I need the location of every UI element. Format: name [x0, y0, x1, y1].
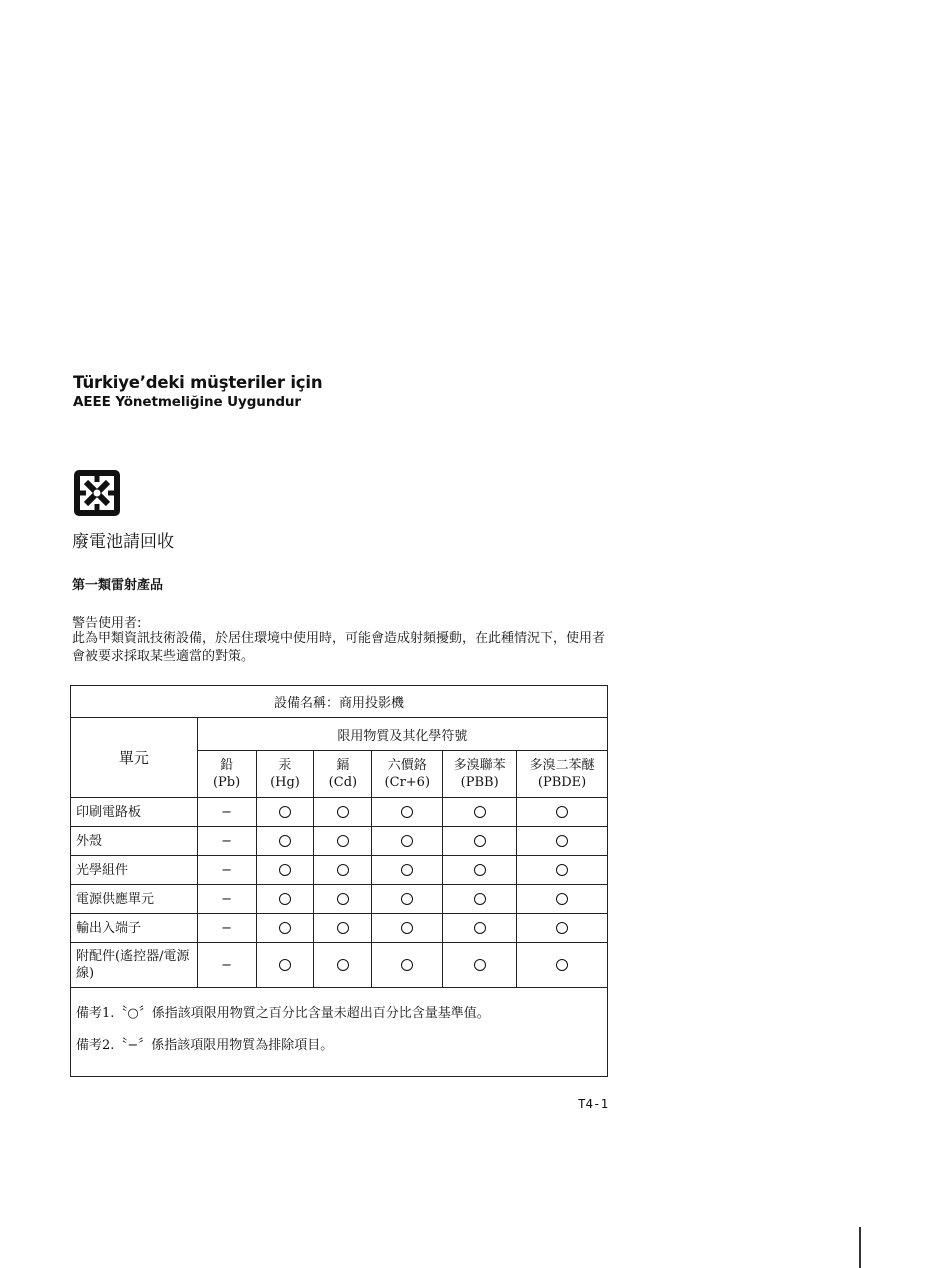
dash-mark: −	[221, 957, 233, 973]
substance-mark	[517, 885, 608, 914]
circle-mark-icon	[474, 959, 486, 971]
substance-mark	[197, 798, 256, 827]
part-name: 外殼	[71, 827, 198, 856]
laser-class-text: 第一類雷射產品	[72, 578, 164, 593]
circle-mark-icon	[279, 922, 291, 934]
substance-mark	[197, 914, 256, 943]
warning-body: 此為甲類資訊技術設備，於居住環境中使用時，可能會造成射頻擾動，在此種情況下，使用者會被要求採取某些適當的對策。	[72, 631, 606, 664]
circle-mark-icon	[474, 806, 486, 818]
note-1: 備考1.〝○〞係指該項限用物質之百分比含量未超出百分比含量基準值。	[76, 1006, 490, 1021]
substance-mark	[372, 914, 443, 943]
circle-mark-icon	[279, 835, 291, 847]
substance-mark	[372, 856, 443, 885]
table-row	[71, 798, 608, 827]
substance-header: 鉛 (Pb)	[197, 751, 256, 798]
circle-mark-icon	[401, 893, 413, 905]
substance-header: 多溴聯苯 (PBB)	[443, 751, 517, 798]
page-code: T4-1	[578, 1096, 609, 1111]
circle-mark-icon	[556, 893, 568, 905]
circle-mark-icon	[337, 922, 349, 934]
substance-header: 鎘 (Cd)	[314, 751, 372, 798]
table-row	[71, 856, 608, 885]
substance-header: 多溴二苯醚 (PBDE)	[517, 751, 608, 798]
substance-mark	[372, 885, 443, 914]
circle-mark-icon	[556, 835, 568, 847]
note-2: 備考2.〝−〞係指該項限用物質為排除項目。	[76, 1038, 334, 1053]
substance-mark	[517, 914, 608, 943]
substance-mark	[314, 798, 372, 827]
substance-mark	[372, 827, 443, 856]
substance-mark	[443, 856, 517, 885]
equipment-name: 設備名稱：商用投影機	[71, 686, 608, 718]
substance-mark	[197, 943, 256, 988]
substance-mark	[517, 943, 608, 988]
substance-mark	[443, 827, 517, 856]
substance-mark	[314, 943, 372, 988]
circle-mark-icon	[279, 864, 291, 876]
substance-mark	[256, 914, 314, 943]
substance-header: 汞 (Hg)	[256, 751, 314, 798]
substance-mark	[197, 827, 256, 856]
substance-mark	[443, 914, 517, 943]
substance-mark	[314, 914, 372, 943]
substance-mark	[314, 856, 372, 885]
substance-mark	[256, 943, 314, 988]
turkish-title: Türkiye’deki müşteriler için	[73, 373, 323, 392]
circle-mark-icon	[474, 893, 486, 905]
substance-mark	[372, 798, 443, 827]
circle-mark-icon	[556, 864, 568, 876]
substance-mark	[256, 798, 314, 827]
table-notes	[71, 988, 608, 1077]
substance-mark	[314, 827, 372, 856]
substance-group-header: 限用物質及其化學符號	[197, 718, 607, 751]
dash-mark: −	[221, 862, 233, 878]
dash-mark: −	[221, 920, 233, 936]
table-row	[71, 827, 608, 856]
circle-mark-icon	[556, 806, 568, 818]
circle-mark-icon	[401, 864, 413, 876]
turkish-subtitle: AEEE Yönetmeliğine Uygundur	[73, 394, 301, 410]
circle-mark-icon	[474, 922, 486, 934]
substance-mark	[517, 856, 608, 885]
part-name: 附配件(遙控器/電源線)	[71, 943, 198, 988]
substance-mark	[314, 885, 372, 914]
circle-mark-icon	[337, 864, 349, 876]
part-name: 電源供應單元	[71, 885, 198, 914]
circle-mark-icon	[474, 864, 486, 876]
substance-mark	[443, 798, 517, 827]
circle-mark-icon	[337, 893, 349, 905]
circle-mark-icon	[337, 835, 349, 847]
dash-mark: −	[221, 833, 233, 849]
substance-mark	[372, 943, 443, 988]
warning-title: 警告使用者:	[72, 616, 142, 631]
battery-recycle-text: 廢電池請回收	[72, 532, 174, 552]
circle-mark-icon	[401, 959, 413, 971]
substance-mark	[517, 798, 608, 827]
part-name: 光學組件	[71, 856, 198, 885]
restricted-substances-table	[70, 685, 608, 1077]
circle-mark-icon	[337, 806, 349, 818]
circle-mark-icon	[401, 835, 413, 847]
circle-mark-icon	[337, 959, 349, 971]
substance-mark	[197, 856, 256, 885]
substance-header: 六價鉻 (Cr+6)	[372, 751, 443, 798]
unit-header: 單元	[71, 718, 198, 798]
circle-mark-icon	[401, 806, 413, 818]
circle-mark-icon	[401, 922, 413, 934]
substance-mark	[256, 885, 314, 914]
circle-mark-icon	[279, 959, 291, 971]
table-row	[71, 943, 608, 988]
substance-mark	[256, 827, 314, 856]
substance-mark	[197, 885, 256, 914]
table-row	[71, 885, 608, 914]
table-row	[71, 914, 608, 943]
substance-mark	[443, 885, 517, 914]
substance-mark	[256, 856, 314, 885]
substance-mark	[517, 827, 608, 856]
circle-mark-icon	[279, 806, 291, 818]
page-edge-marker	[859, 1227, 861, 1268]
part-name: 印刷電路板	[71, 798, 198, 827]
dash-mark: −	[221, 804, 233, 820]
battery-recycle-icon	[72, 468, 122, 518]
circle-mark-icon	[556, 959, 568, 971]
part-name: 輸出入端子	[71, 914, 198, 943]
substance-mark	[443, 943, 517, 988]
circle-mark-icon	[279, 893, 291, 905]
dash-mark: −	[221, 891, 233, 907]
circle-mark-icon	[474, 835, 486, 847]
circle-mark-icon	[556, 922, 568, 934]
